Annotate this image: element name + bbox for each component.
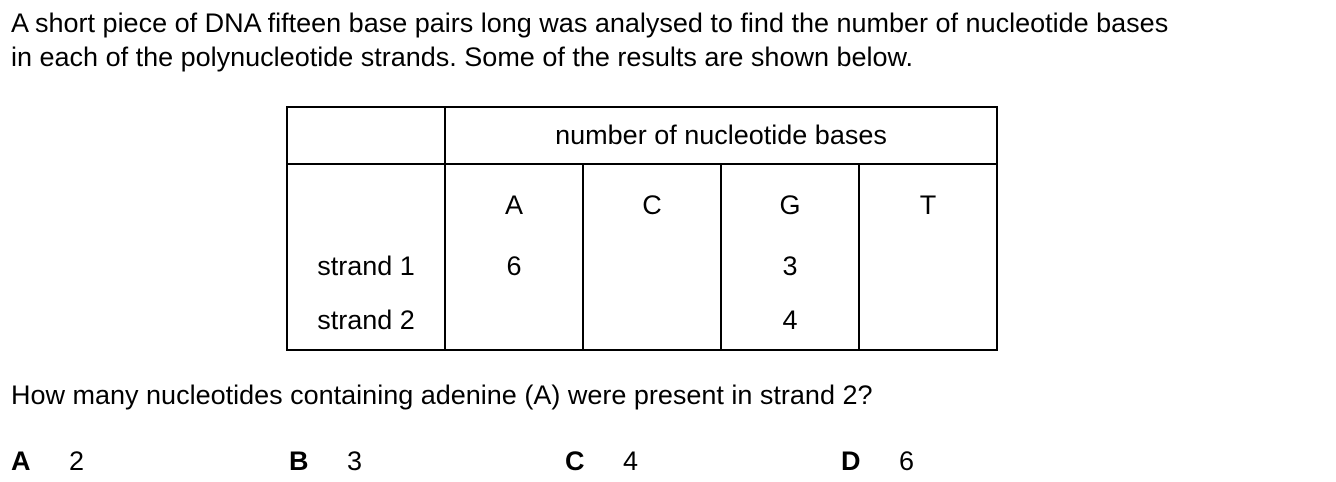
option-d[interactable] [841,444,914,478]
option-d-value: 6 [899,446,915,476]
strand-1-c [583,241,721,291]
question-text: How many nucleotides containing adenine (A) were present in strand 2? [11,380,873,410]
option-b-letter: B [289,446,309,476]
base-g-header: G [721,164,859,241]
answer-options [11,444,1331,478]
strand-1-t [859,241,997,291]
table-header: number of nucleotide bases [445,107,997,164]
strand-1-g: 3 [721,241,859,291]
strand-2-g: 4 [721,291,859,350]
table-row [287,291,997,350]
strand-2-t [859,291,997,350]
strand-2-c [583,291,721,350]
option-b[interactable] [289,444,362,478]
table-header-row [287,107,997,164]
nucleotide-table [286,106,998,351]
base-t-header: T [859,164,997,241]
option-a[interactable] [11,444,84,478]
option-a-letter: A [11,446,31,476]
table-base-row [287,164,997,241]
option-c-value: 4 [623,446,639,476]
strand-1-a: 6 [445,241,583,291]
option-c[interactable] [565,444,638,478]
table-corner-cell [287,107,445,164]
option-b-value: 3 [347,446,363,476]
strand-2-a [445,291,583,350]
option-d-letter: D [841,446,861,476]
option-a-value: 2 [69,446,85,476]
strand-2-label: strand 2 [287,291,445,350]
base-c-header: C [583,164,721,241]
option-c-letter: C [565,446,585,476]
intro-line-2: in each of the polynucleotide strands. Some of the results are shown below. [11,42,914,72]
table-row [287,241,997,291]
intro-line-1: A short piece of DNA fifteen base pairs long was analysed to find the number of nucleotide bases [11,8,1169,38]
intro-text [11,6,1331,74]
table-label-cell [287,164,445,241]
base-a-header: A [445,164,583,241]
strand-1-label: strand 1 [287,241,445,291]
